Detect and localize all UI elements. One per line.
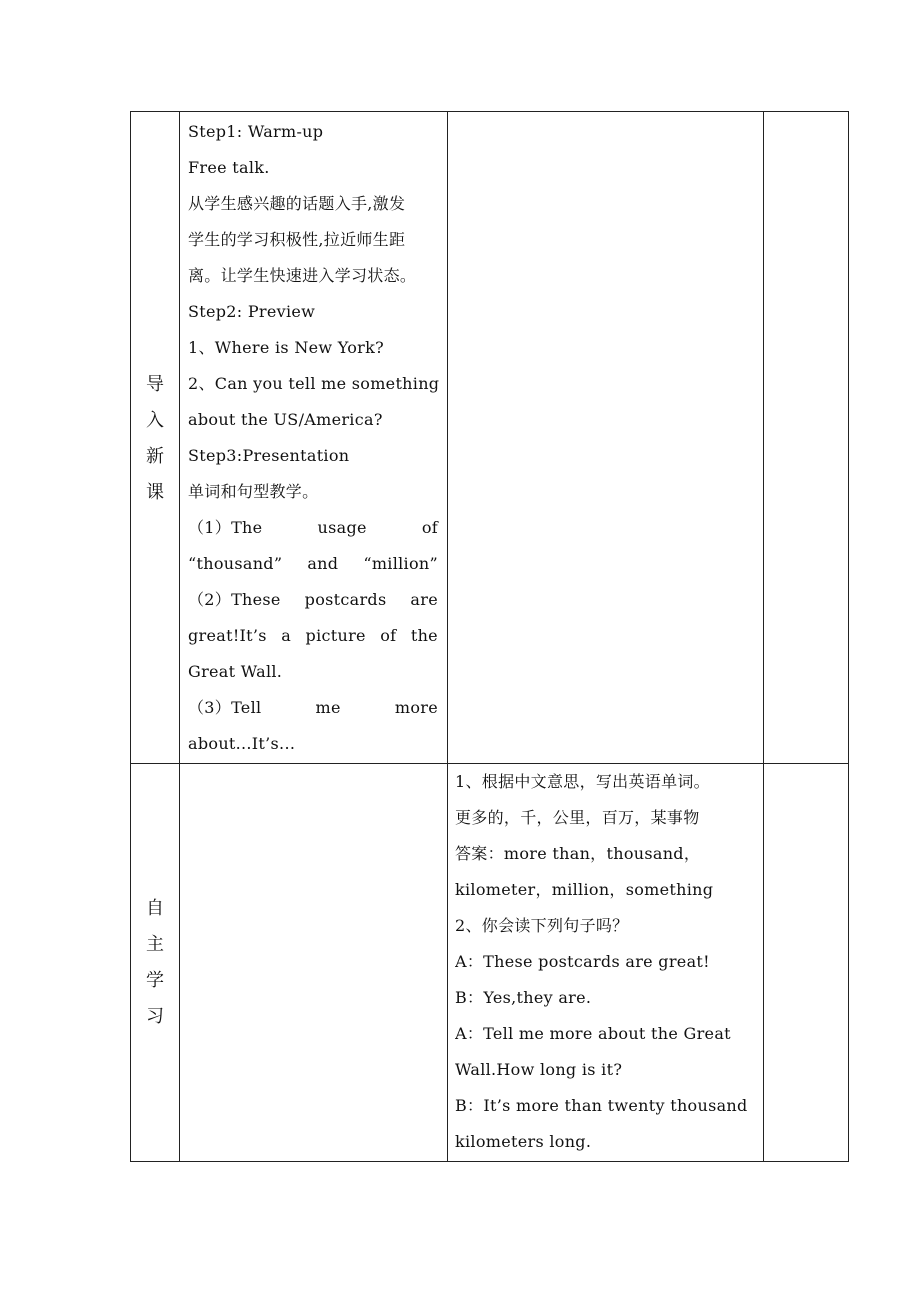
text-line: Step1: Warm-up [188, 122, 324, 141]
word: more [394, 698, 438, 717]
label-char: 新 [146, 446, 164, 467]
label-char: 学 [146, 970, 164, 991]
text-line: Great Wall. [188, 662, 283, 681]
text-line: about...It’s... [188, 734, 296, 753]
text-line: 从学生感兴趣的话题入手,激发 [188, 194, 406, 213]
label-char: 自 [146, 898, 164, 919]
text-line: about the US/America? [188, 410, 383, 429]
word: （1）The [188, 518, 263, 537]
column-divider [763, 112, 764, 1161]
row1-content [188, 114, 450, 762]
word: “thousand” [188, 554, 283, 573]
label-char: 课 [146, 482, 164, 503]
row2-content [455, 764, 763, 1160]
justified-line [188, 582, 438, 618]
text-line: 1、根据中文意思，写出英语单词。 [455, 772, 710, 791]
word: postcards [304, 590, 387, 609]
word: of [380, 626, 397, 645]
text-line: kilometers long. [455, 1132, 592, 1151]
justified-line [188, 510, 438, 546]
label-char: 导 [146, 374, 164, 395]
label-char: 主 [146, 934, 164, 955]
word: （3）Tell [188, 698, 262, 717]
column-divider [179, 112, 180, 1161]
text-line: Step3:Presentation [188, 446, 350, 465]
text-line: Step2: Preview [188, 302, 316, 321]
word: are [410, 590, 438, 609]
text-line: 2、你会读下列句子吗？ [455, 916, 629, 935]
word: great!It’s [188, 626, 267, 645]
text-line: 单词和句型教学。 [188, 482, 319, 501]
text-line: Wall.How long is it? [455, 1060, 623, 1079]
word: picture [305, 626, 366, 645]
word: and [307, 554, 339, 573]
row2-label [131, 891, 179, 1035]
text-line: 更多的，千，公里，百万，某事物 [455, 808, 700, 827]
word: usage [317, 518, 367, 537]
text-line: A：These postcards are great! [455, 952, 710, 971]
label-char: 习 [146, 1006, 164, 1027]
word: me [315, 698, 341, 717]
word: （2）These [188, 590, 281, 609]
text-line: 1、Where is New York? [188, 338, 384, 357]
word: a [281, 626, 292, 645]
text-line: Free talk. [188, 158, 270, 177]
text-line: A：Tell me more about the Great [455, 1024, 731, 1043]
lesson-plan-table [130, 111, 849, 1162]
justified-line [188, 546, 438, 582]
text-line: 学生的学习积极性,拉近师生距 [188, 230, 406, 249]
label-char: 入 [146, 410, 164, 431]
word: of [421, 518, 438, 537]
word: the [410, 626, 438, 645]
text-line: B：Yes,they are. [455, 988, 592, 1007]
text-line: 答案：more than，thousand， [455, 844, 701, 863]
text-line: 离。让学生快速进入学习状态。 [188, 266, 417, 285]
row1-label [131, 367, 179, 511]
text-line: kilometer，million，something [455, 880, 714, 899]
text-line: 2、Can you tell me something [188, 374, 440, 393]
justified-line [188, 690, 438, 726]
word: “million” [363, 554, 438, 573]
justified-line [188, 618, 438, 654]
text-line: B：It’s more than twenty thousand [455, 1096, 748, 1115]
